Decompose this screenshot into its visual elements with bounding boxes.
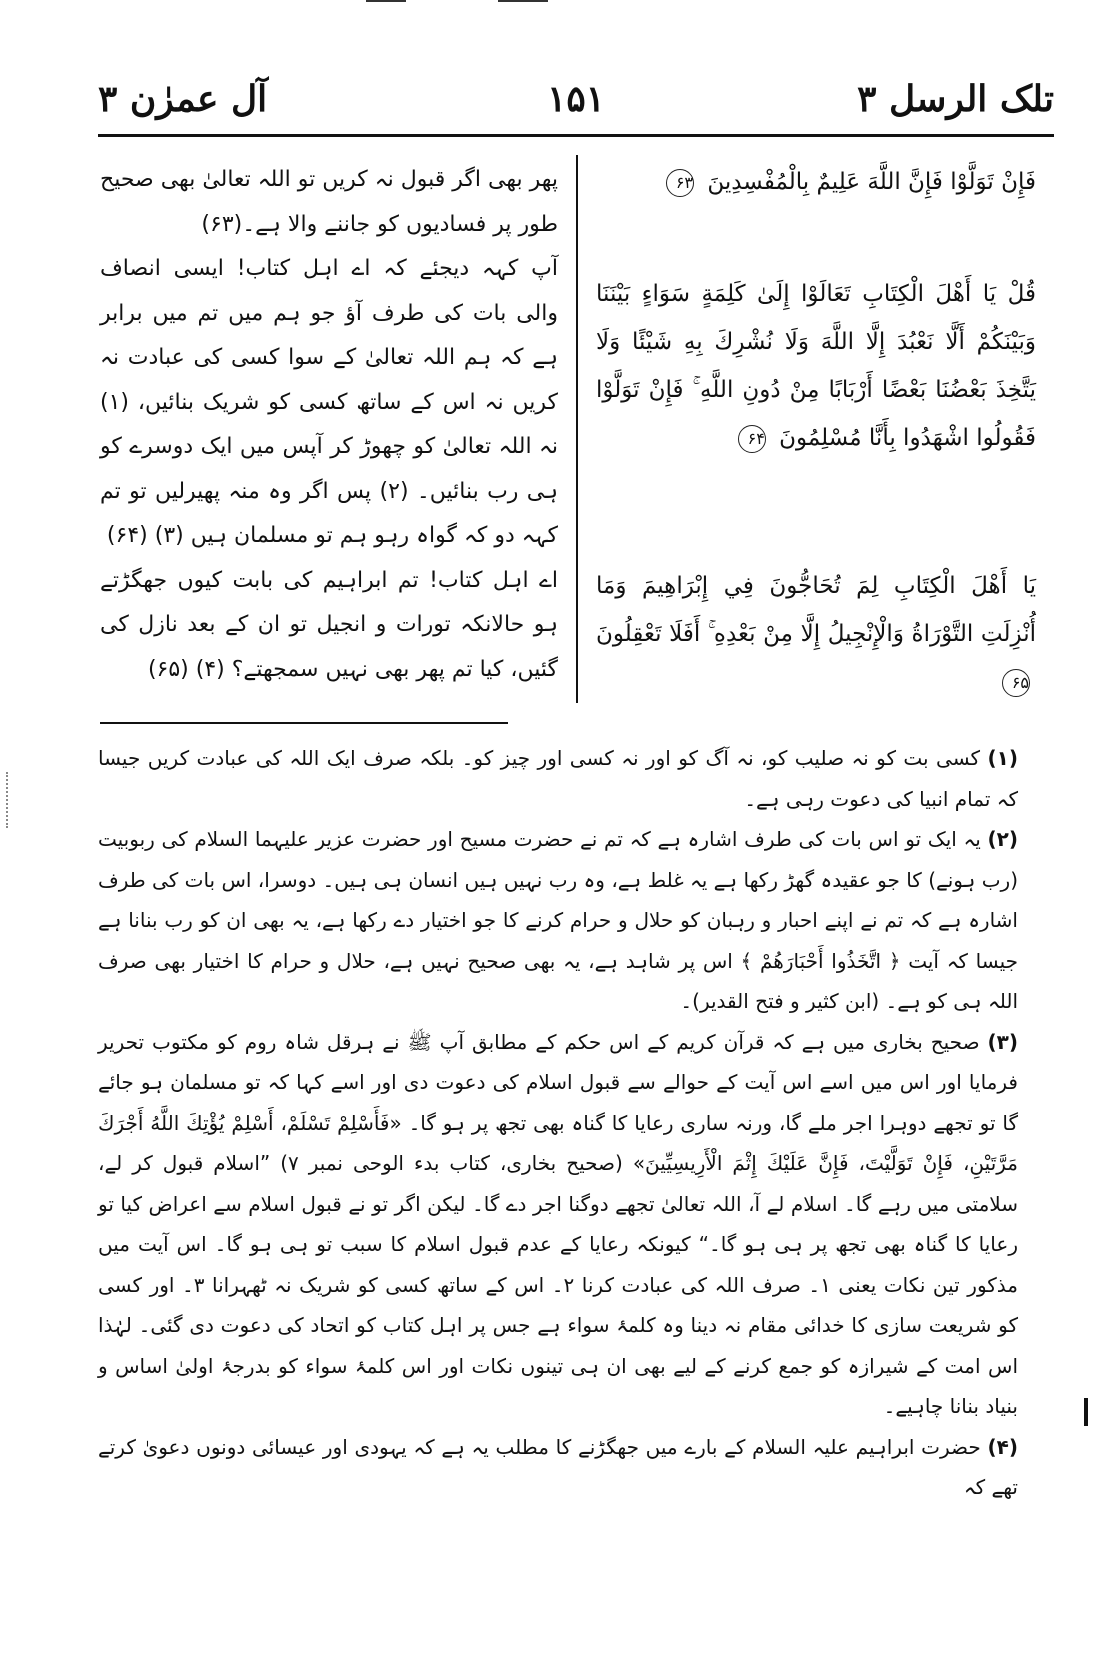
translation-paragraph: آپ کہہ دیجئے کہ اے اہل کتاب! ایسی انصاف والی بات کی طرف آؤ جو ہم میں تم میں برابر ہے کہ ہم اللہ تعالیٰ کے سوا کسی کی عبادت نہ کریں نہ اس کے ساتھ کسی کو شریک بنائیں، (۱) نہ اللہ تعالیٰ کو چھوڑ کر آپس میں ایک دوسرے کو ہی رب بنائیں۔ (۲) پس اگر وہ منہ پھیرلیں تو تم کہہ دو کہ گواہ رہو ہم تو مسلمان ہیں (۳) (۶۴) [100,256,558,548]
footnote [98,1022,1018,1427]
ayah [596,158,1036,206]
footnote [98,819,1018,1022]
ayah-number-marker: ۶۵ [1002,669,1030,697]
page-header [98,78,1054,136]
ayah [596,562,1036,706]
footnote [98,738,1018,819]
ayah-number-marker: ۶۴ [738,425,766,453]
edge-dots [6,772,10,828]
ayah [596,270,1036,462]
footnote-text: صحیح بخاری میں ہے کہ قرآن کریم کے اس حکم کے مطابق آپ ﷺ نے ہرقل شاہ روم کو مکتوب تحریر فرمایا اور اس میں اسے اس آیت کے حوالے سے قبول اسلام کی دعوت دی اور اسے کہا کہ تو مسلمان ہو جائے گا تو تجھے دوہرا اجر ملے گا، ورنہ ساری رعایا کا گناہ بھی تجھ پر ہو گا۔ «فَأَسْلِمْ تَسْلَمْ، أَسْلِمْ يُؤْتِكَ اللَّهُ أَجْرَكَ مَرَّتَيْنِ، فَإِنْ تَوَلَّيْتَ، فَإِنَّ عَلَيْكَ إِثْمَ الْأَرِيسِيِّينَ» (صحیح بخاری، کتاب بدء الوحی نمبر ۷) ”اسلام قبول کر لے، سلامتی میں رہے گا۔ اسلام لے آ، اللہ تعالیٰ تجھے دوگنا اجر دے گا۔ لیکن اگر تو نے قبول اسلام سے اعراض کیا تو رعایا کا گناہ بھی تجھ پر ہی ہو گا۔“ کیونکہ رعایا کے عدم قبول اسلام کا سبب تو ہی ہو گا۔ اس آیت میں مذکور تین نکات یعنی ۱۔ صرف اللہ کی عبادت کرنا ۲۔ اس کے ساتھ کسی کو شریک نہ ٹھہرانا ۳۔ اور کسی کو شریعت سازی کا خدائی مقام نہ دینا وہ کلمۂ سواء ہے جس پر اہل کتاب کو اتحاد کی دعوت دی گئی۔ لہٰذا اس امت کے شیرازہ کو جمع کرنے کے لیے بھی ان ہی تینوں نکات اور اس کلمۂ سواء کو بدرجۂ اولیٰ اساس و بنیاد بنانا چاہیے۔ [98,1029,1019,1418]
translation-paragraph: اے اہل کتاب! تم ابراہیم کی بابت کیوں جھگڑتے ہو حالانکہ تورات و انجیل تو ان کے بعد نازل کی گئیں، کیا تم پھر بھی نہیں سمجھتے؟ (۴) (۶۵) [100,567,558,682]
ayah-number-marker: ۶۳ [666,169,694,197]
footnote-number: (۳) [987,1029,1019,1054]
surah-name: آل عمرٰن ۳ [98,78,268,120]
ayah-text: يَا أَهْلَ الْكِتَابِ لِمَ تُحَاجُّونَ فِي إِبْرَاهِيمَ وَمَا أُنْزِلَتِ التَّوْرَاةُ وَالْإِنْجِيلُ إِلَّا مِنْ بَعْدِهِ ۚ أَفَلَا تَعْقِلُونَ [596,573,1036,647]
footnote-number: (۴) [987,1434,1018,1459]
footnote-number: (۲) [987,827,1019,851]
footnote-text: کسی بت کو نہ صلیب کو، نہ آگ کو اور نہ کسی اور چیز کو۔ بلکہ صرف ایک اللہ کی عبادت کریں جیسا کہ تمام انبیا کی دعوت رہی ہے۔ [98,746,1018,811]
para-name: تلک الرسل ۳ [857,78,1054,120]
urdu-translation-column [100,158,558,692]
ayah-text: قُلْ يَا أَهْلَ الْكِتَابِ تَعَالَوْا إِلَىٰ كَلِمَةٍ سَوَاءٍ بَيْنَنَا وَبَيْنَكُمْ أَلَّا نَعْبُدَ إِلَّا اللَّهَ وَلَا نُشْرِكَ بِهِ شَيْئًا وَلَا يَتَّخِذَ بَعْضُنَا بَعْضًا أَرْبَابًا مِنْ دُونِ اللَّهِ ۚ فَإِنْ تَوَلَّوْا فَقُولُوا اشْهَدُوا بِأَنَّا مُسْلِمُونَ [596,281,1036,451]
footnote-text: حضرت ابراہیم علیہ السلام کے بارے میں جھگڑنے کا مطلب یہ ہے کہ یہودی اور عیسائی دونوں دعویٰ کرتے تھے کہ [98,1434,1018,1499]
edge-mark [1084,1398,1088,1426]
footnote-rule [100,722,508,724]
ayah-text: فَإِنْ تَوَلَّوْا فَإِنَّ اللَّهَ عَلِيمٌ بِالْمُفْسِدِينَ [707,169,1036,195]
column-divider [576,155,578,703]
footnote-text: یہ ایک تو اس بات کی طرف اشارہ ہے کہ تم نے حضرت مسیح اور حضرت عزیر علیہما السلام کی ربوبیت (رب ہونے) کا جو عقیدہ گھڑ رکھا ہے یہ غلط ہے، وہ رب نہیں ہیں انسان ہی ہیں۔ دوسرا، اس بات کی طرف اشارہ ہے کہ تم نے اپنے احبار و رہبان کو حلال و حرام کرنے کا جو اختیار دے رکھا ہے، یہ بھی ان کو رب بنانا ہے جیسا کہ آیت ﴿ اتَّخَذُوا أَحْبَارَهُمْ ﴾ اس پر شاہد ہے، یہ بھی صحیح نہیں ہے، حلال و حرام کا اختیار بھی صرف اللہ ہی کو ہے۔ (ابن کثیر و فتح القدیر)۔ [98,827,1018,1013]
footnote [98,1427,1018,1508]
top-edge-marks [366,0,548,3]
translation-paragraph: پھر بھی اگر قبول نہ کریں تو اللہ تعالیٰ بھی صحیح طور پر فسادیوں کو جاننے والا ہے۔(۶۳) [100,167,558,237]
page-number: ۱۵۱ [546,78,605,120]
footnotes [98,738,1018,1508]
footnote-number: (۱) [987,746,1018,770]
header-rule [98,134,1054,137]
